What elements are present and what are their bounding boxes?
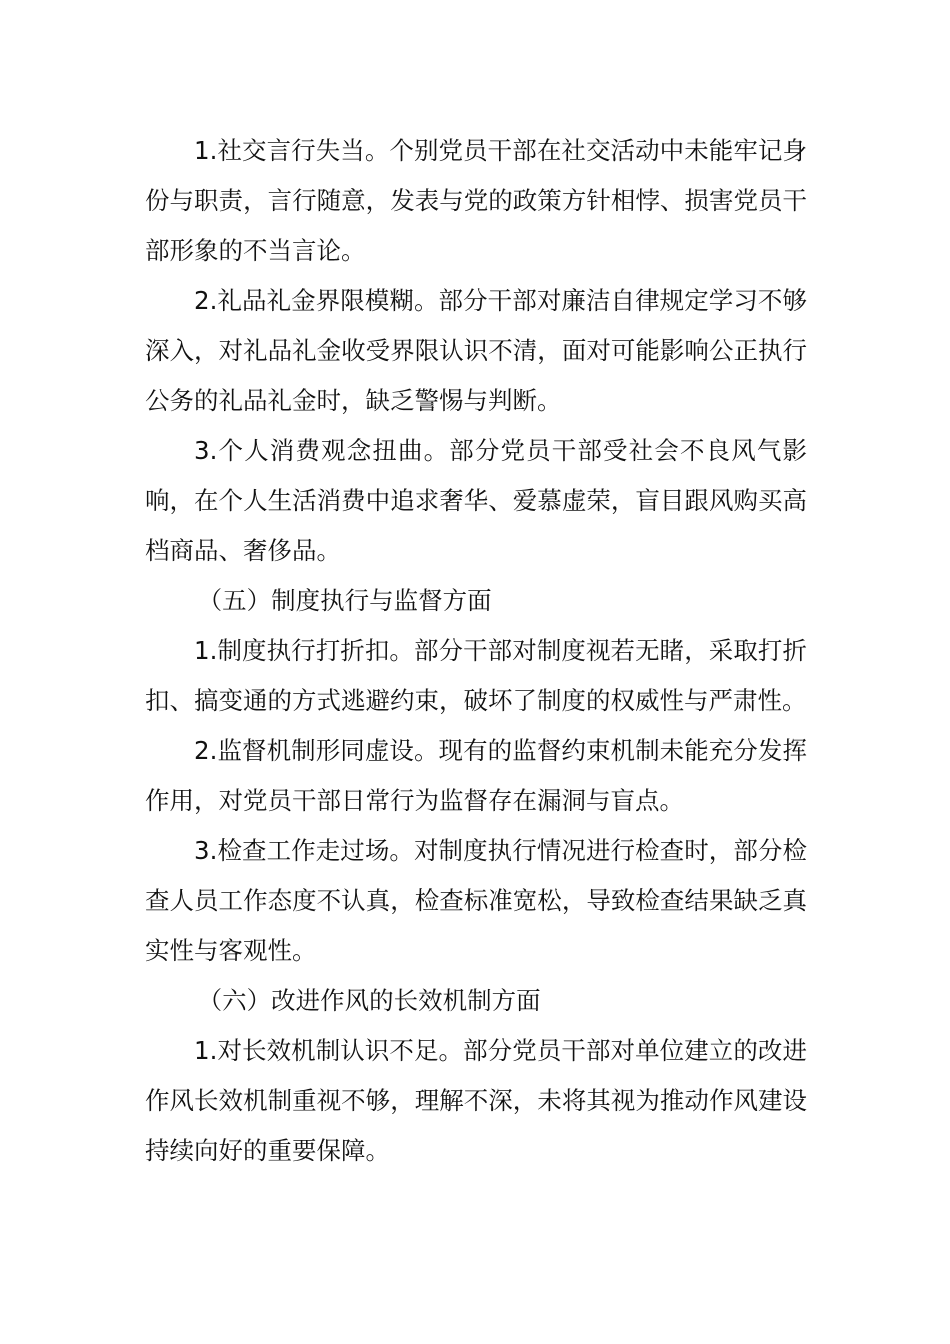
- document-page: [145, 126, 807, 1176]
- section-heading-six: （六）改进作风的长效机制方面: [197, 986, 541, 1015]
- section-heading-five: （五）制度执行与监督方面: [197, 586, 492, 615]
- paragraph-long-term-mechanism: 1.对长效机制认识不足。部分党员干部对单位建立的改进作风长效机制重视不够，理解不深，未将其视为推动作风建设持续向好的重要保障。: [145, 1036, 807, 1165]
- paragraph-inspection-work: 3.检查工作走过场。对制度执行情况进行检查时，部分检查人员工作态度不认真，检查标准宽松，导致检查结果缺乏真实性与客观性。: [145, 836, 807, 965]
- paragraph-gift-boundary: 2.礼品礼金界限模糊。部分干部对廉洁自律规定学习不够深入，对礼品礼金收受界限认识不清，面对可能影响公正执行公务的礼品礼金时，缺乏警惕与判断。: [145, 286, 807, 415]
- paragraph-system-execution: 1.制度执行打折扣。部分干部对制度视若无睹，采取打折扣、搞变通的方式逃避约束，破坏了制度的权威性与严肃性。: [145, 636, 807, 715]
- paragraph-social-conduct: 1.社交言行失当。个别党员干部在社交活动中未能牢记身份与职责，言行随意，发表与党的政策方针相悖、损害党员干部形象的不当言论。: [145, 136, 807, 265]
- paragraph-supervision-mechanism: 2.监督机制形同虚设。现有的监督约束机制未能充分发挥作用，对党员干部日常行为监督存在漏洞与盲点。: [145, 736, 807, 815]
- paragraph-consumption-view: 3.个人消费观念扭曲。部分党员干部受社会不良风气影响，在个人生活消费中追求奢华、爱慕虚荣，盲目跟风购买高档商品、奢侈品。: [145, 436, 807, 565]
